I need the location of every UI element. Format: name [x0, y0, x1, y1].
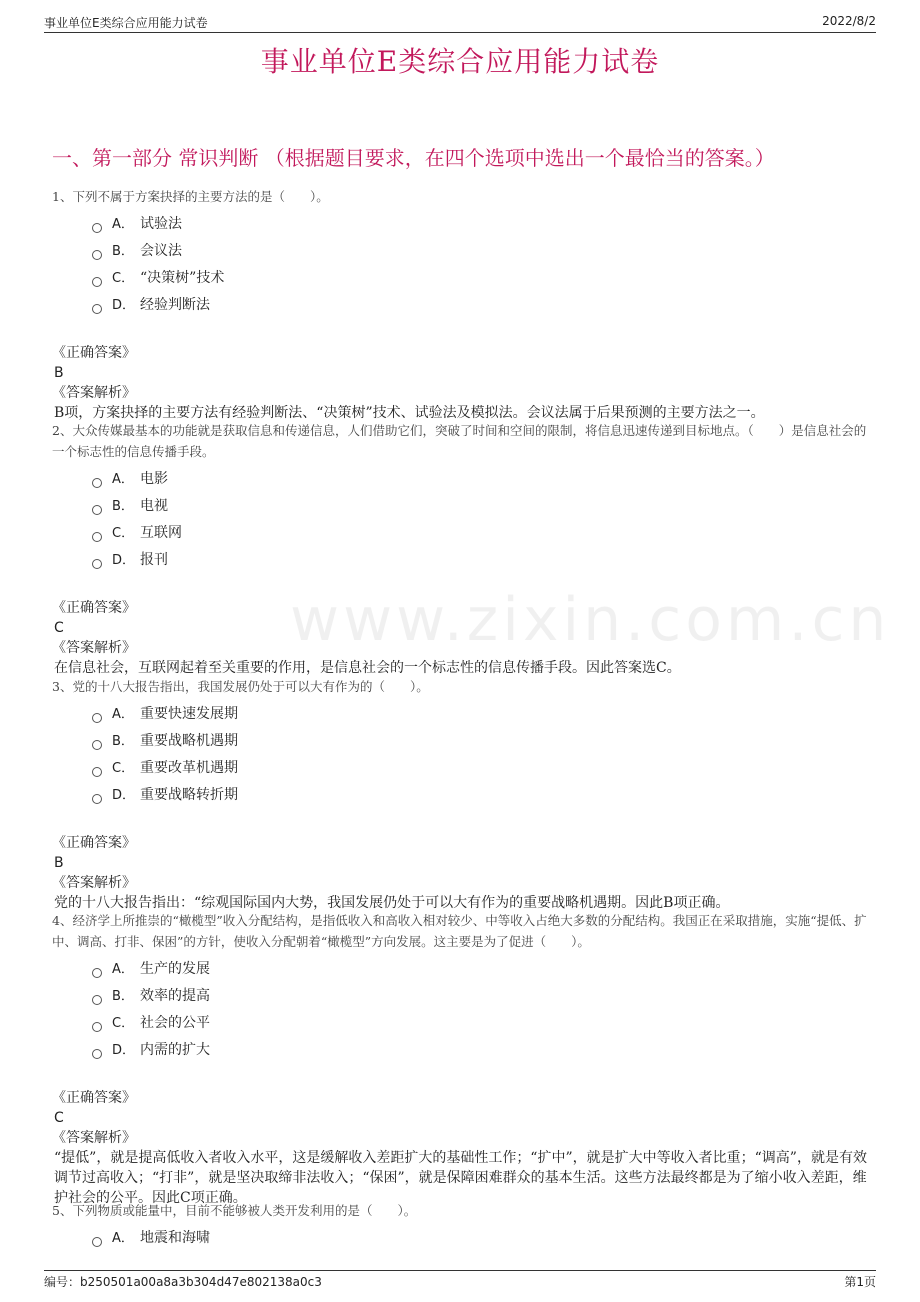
option-text: 互联网: [140, 525, 182, 541]
option-list: [92, 211, 868, 319]
analysis-text: B项，方案抉择的主要方法有经验判断法、“决策树”技术、试验法及模拟法。会议法属于后果预测的主要方法之一。: [54, 405, 765, 421]
option-a[interactable]: [92, 701, 868, 728]
option-c[interactable]: [92, 520, 868, 547]
header-doc-name: 事业单位E类综合应用能力试卷: [44, 16, 208, 30]
radio-icon[interactable]: [92, 995, 102, 1005]
analysis-text: 党的十八大报告指出：“综观国际国内大势，我国发展仍处于可以大有作为的重要战略机遇期。因此B项正确。: [54, 895, 730, 911]
option-a[interactable]: [92, 466, 868, 493]
option-text: 会议法: [140, 243, 182, 259]
radio-icon[interactable]: [92, 223, 102, 233]
option-text: 地震和海啸: [140, 1230, 210, 1246]
analysis-label: 《答案解析》: [52, 640, 136, 656]
option-letter: B．: [112, 734, 134, 749]
option-letter: B．: [112, 989, 134, 1004]
radio-icon[interactable]: [92, 532, 102, 542]
option-text: 电视: [140, 498, 168, 514]
option-text: 重要战略机遇期: [140, 733, 238, 749]
question-stem: 4、经济学上所推崇的“橄榄型”收入分配结构，是指低收入和高收入相对较少、中等收入占绝大多数的分配结构。我国正在采取措施，实施“提低、扩中、调高、打非、保困”的方针，使收入分配朝着“橄榄型”方向发展。这主要是为了促进（ ）。: [52, 913, 867, 949]
option-text: 效率的提高: [140, 988, 210, 1004]
option-letter: B．: [112, 244, 134, 259]
question-2: [52, 420, 868, 678]
option-a[interactable]: [92, 211, 868, 238]
radio-icon[interactable]: [92, 559, 102, 569]
option-letter: C．: [112, 526, 135, 541]
option-letter: D．: [112, 553, 136, 568]
option-d[interactable]: [92, 292, 868, 319]
analysis-label: 《答案解析》: [52, 385, 136, 401]
radio-icon[interactable]: [92, 1237, 102, 1247]
option-letter: A．: [112, 707, 134, 722]
option-b[interactable]: [92, 238, 868, 265]
analysis-label: 《答案解析》: [52, 1130, 136, 1146]
option-letter: C．: [112, 271, 135, 286]
question-stem: 2、大众传媒最基本的功能就是获取信息和传递信息，人们借助它们，突破了时间和空间的限制，将信息迅速传递到目标地点。（ ）是信息社会的一个标志性的信息传播手段。: [52, 423, 867, 459]
section-heading: 一、第一部分 常识判断 （根据题目要求，在四个选项中选出一个最恰当的答案。）: [52, 146, 775, 170]
correct-answer: C: [54, 1110, 64, 1126]
page-header: [44, 12, 876, 33]
answer-label: 《正确答案》: [52, 600, 136, 616]
analysis-text: “提低”，就是提高低收入者收入水平，这是缓解收入差距扩大的基础性工作；“扩中”，就是扩大中等收入者比重；“调高”，就是有效调节过高收入；“打非”，就是坚决取缔非法收入；“保困”，就是保障困难群众的基本生活。这些方法最终都是为了缩小收入差距，维护社会的公平。因此C项正确。: [54, 1150, 867, 1206]
doc-code-label: 编号：: [44, 1275, 81, 1289]
option-text: 试验法: [140, 216, 182, 232]
radio-icon[interactable]: [92, 1022, 102, 1032]
answer-label: 《正确答案》: [52, 835, 136, 851]
question-3: [52, 676, 868, 913]
radio-icon[interactable]: [92, 478, 102, 488]
option-letter: A．: [112, 962, 134, 977]
option-c[interactable]: [92, 1010, 868, 1037]
option-letter: B．: [112, 499, 134, 514]
question-stem: 3、党的十八大报告指出，我国发展仍处于可以大有作为的（ ）。: [52, 679, 429, 694]
option-text: 报刊: [140, 552, 168, 568]
radio-icon[interactable]: [92, 713, 102, 723]
page-footer: [44, 1270, 876, 1291]
option-letter: D．: [112, 788, 136, 803]
option-letter: C．: [112, 761, 135, 776]
correct-answer: C: [54, 620, 64, 636]
page-number: 第1页: [844, 1275, 876, 1289]
doc-code: [44, 1273, 322, 1290]
option-text: 重要快速发展期: [140, 706, 238, 722]
doc-code-value: b250501a00a8a3b304d47e802138a0c3: [80, 1275, 322, 1289]
option-d[interactable]: [92, 1037, 868, 1064]
option-b[interactable]: [92, 493, 868, 520]
option-text: 内需的扩大: [140, 1042, 210, 1058]
question-4: [52, 910, 868, 1208]
question-5: [52, 1200, 868, 1252]
option-letter: D．: [112, 1043, 136, 1058]
option-text: “决策树”技术: [140, 270, 225, 286]
option-text: 重要改革机遇期: [140, 760, 238, 776]
option-list: [92, 466, 868, 574]
option-b[interactable]: [92, 728, 868, 755]
correct-answer: B: [54, 855, 64, 871]
option-list: [92, 1225, 868, 1252]
analysis-label: 《答案解析》: [52, 875, 136, 891]
question-1: [52, 186, 868, 423]
answer-label: 《正确答案》: [52, 1090, 136, 1106]
option-letter: C．: [112, 1016, 135, 1031]
radio-icon[interactable]: [92, 250, 102, 260]
option-text: 社会的公平: [140, 1015, 210, 1031]
option-letter: A．: [112, 217, 134, 232]
option-text: 电影: [140, 471, 168, 487]
option-letter: A．: [112, 472, 134, 487]
answer-block: [52, 833, 868, 913]
option-a[interactable]: [92, 956, 868, 983]
watermark: www.zixin.com.cn: [290, 585, 891, 655]
correct-answer: B: [54, 365, 64, 381]
question-stem: 1、下列不属于方案抉择的主要方法的是（ ）。: [52, 189, 329, 204]
option-list: [92, 956, 868, 1064]
radio-icon[interactable]: [92, 304, 102, 314]
radio-icon[interactable]: [92, 1049, 102, 1059]
option-list: [92, 701, 868, 809]
radio-icon[interactable]: [92, 968, 102, 978]
radio-icon[interactable]: [92, 767, 102, 777]
page-title: 事业单位E类综合应用能力试卷: [260, 45, 660, 78]
radio-icon[interactable]: [92, 505, 102, 515]
option-text: 重要战略转折期: [140, 787, 238, 803]
option-text: 生产的发展: [140, 961, 210, 977]
analysis-text: 在信息社会，互联网起着至关重要的作用，是信息社会的一个标志性的信息传播手段。因此答案选C。: [54, 660, 681, 676]
option-a[interactable]: [92, 1225, 868, 1252]
radio-icon[interactable]: [92, 794, 102, 804]
header-date: 2022/8/2: [822, 14, 876, 28]
answer-block: [52, 598, 868, 678]
option-c[interactable]: [92, 755, 868, 782]
question-stem: 5、下列物质或能量中，目前不能够被人类开发利用的是（ ）。: [52, 1203, 417, 1218]
option-b[interactable]: [92, 983, 868, 1010]
radio-icon[interactable]: [92, 740, 102, 750]
answer-block: [52, 1088, 868, 1208]
answer-label: 《正确答案》: [52, 345, 136, 361]
option-letter: A．: [112, 1231, 134, 1246]
option-text: 经验判断法: [140, 297, 210, 313]
answer-block: [52, 343, 868, 423]
option-c[interactable]: [92, 265, 868, 292]
option-letter: D．: [112, 298, 136, 313]
option-d[interactable]: [92, 547, 868, 574]
option-d[interactable]: [92, 782, 868, 809]
radio-icon[interactable]: [92, 277, 102, 287]
